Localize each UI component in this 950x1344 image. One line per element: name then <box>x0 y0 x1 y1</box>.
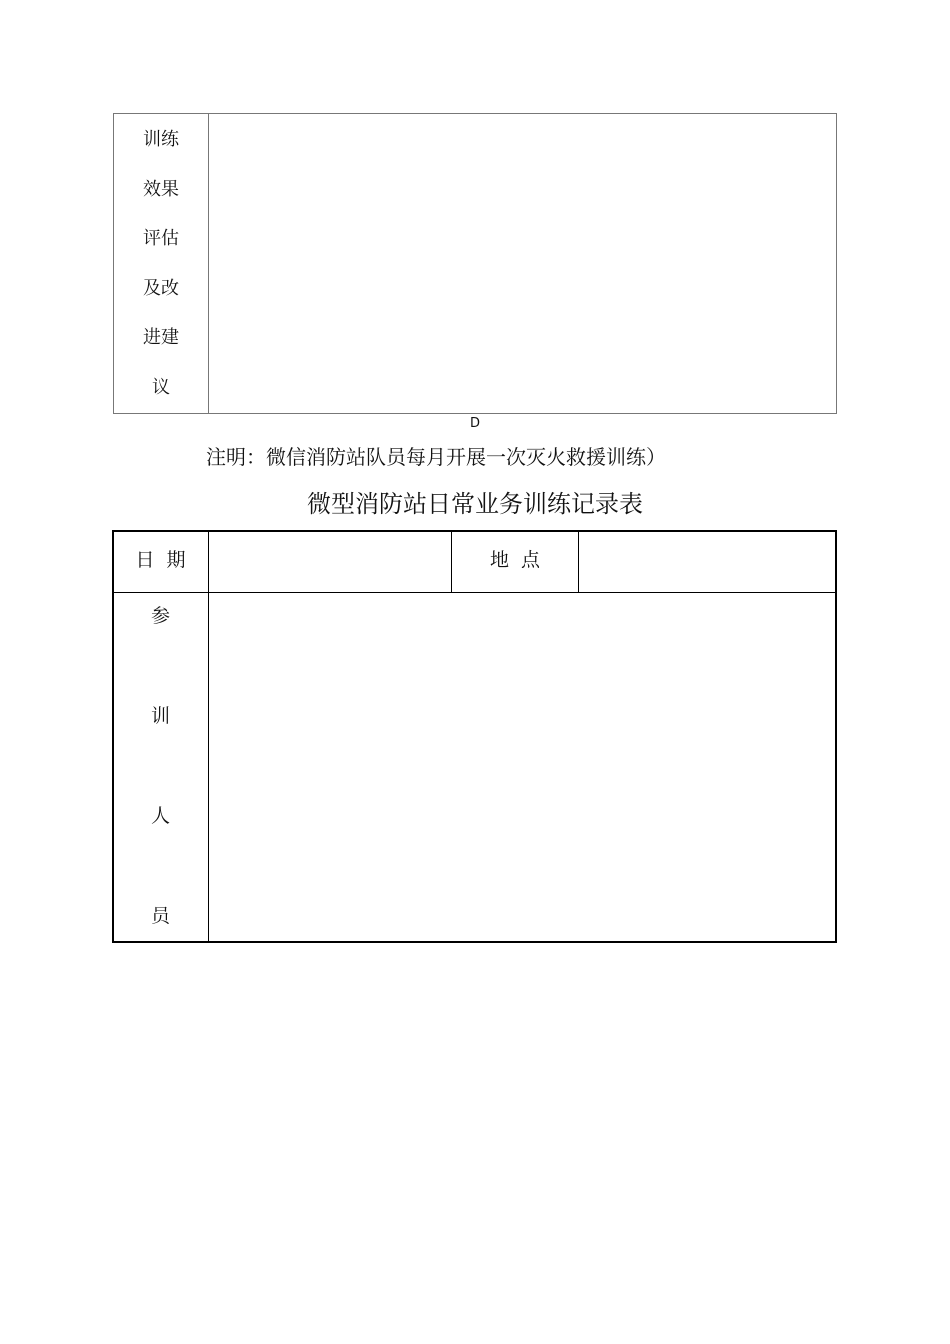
date-field[interactable] <box>209 532 451 592</box>
evaluation-label <box>114 113 208 413</box>
evaluation-label-line: 效果 <box>143 178 179 200</box>
note-text: 注明：微信消防站队员每月开展一次灭火救援训练） <box>206 445 666 469</box>
location-field[interactable] <box>579 532 835 592</box>
date-label: 日 期 <box>135 549 186 571</box>
evaluation-label-line: 评估 <box>143 228 179 250</box>
evaluation-content-cell[interactable] <box>209 114 836 413</box>
evaluation-label-line: 及改 <box>143 277 179 299</box>
evaluation-label-line: 议 <box>152 376 170 398</box>
page-marker: D <box>469 416 480 431</box>
participants-label-char: 人 <box>150 805 170 827</box>
participants-label-char: 员 <box>150 905 170 927</box>
evaluation-label-line: 训练 <box>143 129 179 150</box>
participants-label-char: 训 <box>150 705 170 727</box>
location-label: 地 点 <box>489 549 541 571</box>
participants-label-char: 参 <box>150 605 170 627</box>
form-title: 微型消防站日常业务训练记录表 <box>307 490 643 518</box>
participants-field[interactable] <box>209 593 835 941</box>
evaluation-label-line: 进建 <box>143 327 179 349</box>
